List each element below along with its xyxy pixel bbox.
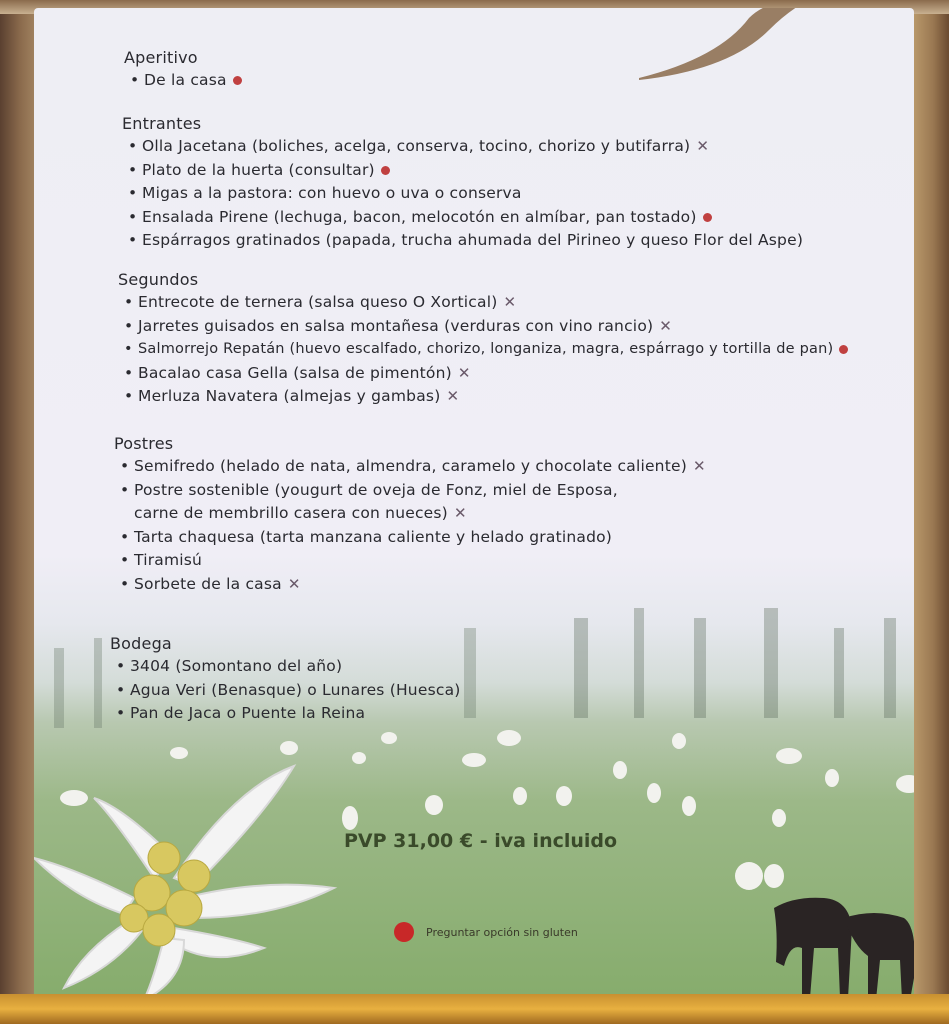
cross-icon: ✕ [696, 137, 710, 155]
menu-item: • Tarta chaquesa (tarta manzana caliente y helado gratinado) [114, 526, 706, 550]
gluten-free-dot-icon [381, 166, 390, 175]
menu-item: • Bacalao casa Gella (salsa de pimentón) ✕ [118, 362, 848, 386]
section-aperitivo [124, 48, 242, 93]
menu-item: • Jarretes guisados en salsa montañesa (verduras con vino rancio) ✕ [118, 315, 848, 339]
menu-item: • 3404 (Somontano del año) [110, 655, 461, 679]
cross-icon: ✕ [692, 457, 706, 475]
menu-item: • Plato de la huerta (consultar) [122, 159, 803, 183]
section-bodega [110, 634, 461, 726]
cross-icon: ✕ [287, 574, 301, 593]
section-heading: Bodega [110, 634, 172, 653]
menu-item: • Entrecote de ternera (salsa queso O Xortical) ✕ [118, 291, 848, 315]
menu-sheet [34, 8, 914, 1000]
menu-item: • De la casa [124, 69, 242, 93]
frame-right [909, 0, 949, 1024]
section-heading: Entrantes [122, 114, 202, 133]
menu-item: • Semifredo (helado de nata, almendra, caramelo y chocolate caliente) ✕ [114, 455, 706, 479]
cross-icon: ✕ [503, 293, 517, 311]
frame-bottom [0, 994, 949, 1024]
section-heading: Postres [114, 434, 174, 453]
legend-text: Preguntar opción sin gluten [426, 925, 578, 939]
menu-item: • Espárragos gratinados (papada, trucha ahumada del Pirineo y queso Flor del Aspe) [122, 229, 803, 253]
section-postres [114, 434, 706, 596]
menu-item: • Salmorrejo Repatán (huevo escalfado, chorizo, longaniza, magra, espárrago y tortilla de pan) [118, 338, 848, 362]
menu-item: • Agua Veri (Benasque) o Lunares (Huesca) [110, 679, 461, 703]
cross-icon: ✕ [457, 363, 471, 382]
menu-item: • Migas a la pastora: con huevo o uva o conserva [122, 182, 803, 206]
section-heading: Segundos [118, 270, 199, 289]
menu-item: • Olla Jacetana (boliches, acelga, conserva, tocino, chorizo y butifarra) ✕ [122, 135, 803, 159]
menu-item: • Sorbete de la casa ✕ [114, 573, 706, 597]
cross-icon: ✕ [453, 504, 467, 522]
gluten-legend [394, 922, 578, 942]
cross-icon: ✕ [446, 387, 460, 405]
section-entrantes [122, 114, 803, 253]
gluten-free-dot-icon [703, 213, 712, 222]
menu-item: • Tiramisú [114, 549, 706, 573]
menu-item-continuation: carne de membrillo casera con nueces) ✕ [114, 502, 706, 526]
menu-item: • Merluza Navatera (almejas y gambas) ✕ [118, 385, 848, 409]
menu-item: • Pan de Jaca o Puente la Reina [110, 702, 461, 726]
section-heading: Aperitivo [124, 48, 198, 67]
gluten-free-dot-icon [394, 922, 414, 942]
gluten-free-dot-icon [839, 345, 848, 354]
cross-icon: ✕ [659, 316, 673, 335]
menu-item: • Postre sostenible (yougurt de oveja de Fonz, miel de Esposa, [114, 479, 706, 503]
menu-content [34, 8, 914, 1000]
price-label: PVP 31,00 € - iva incluido [344, 830, 618, 852]
section-segundos [118, 270, 848, 409]
menu-item: • Ensalada Pirene (lechuga, bacon, melocotón en almíbar, pan tostado) [122, 206, 803, 230]
gluten-free-dot-icon [233, 76, 242, 85]
